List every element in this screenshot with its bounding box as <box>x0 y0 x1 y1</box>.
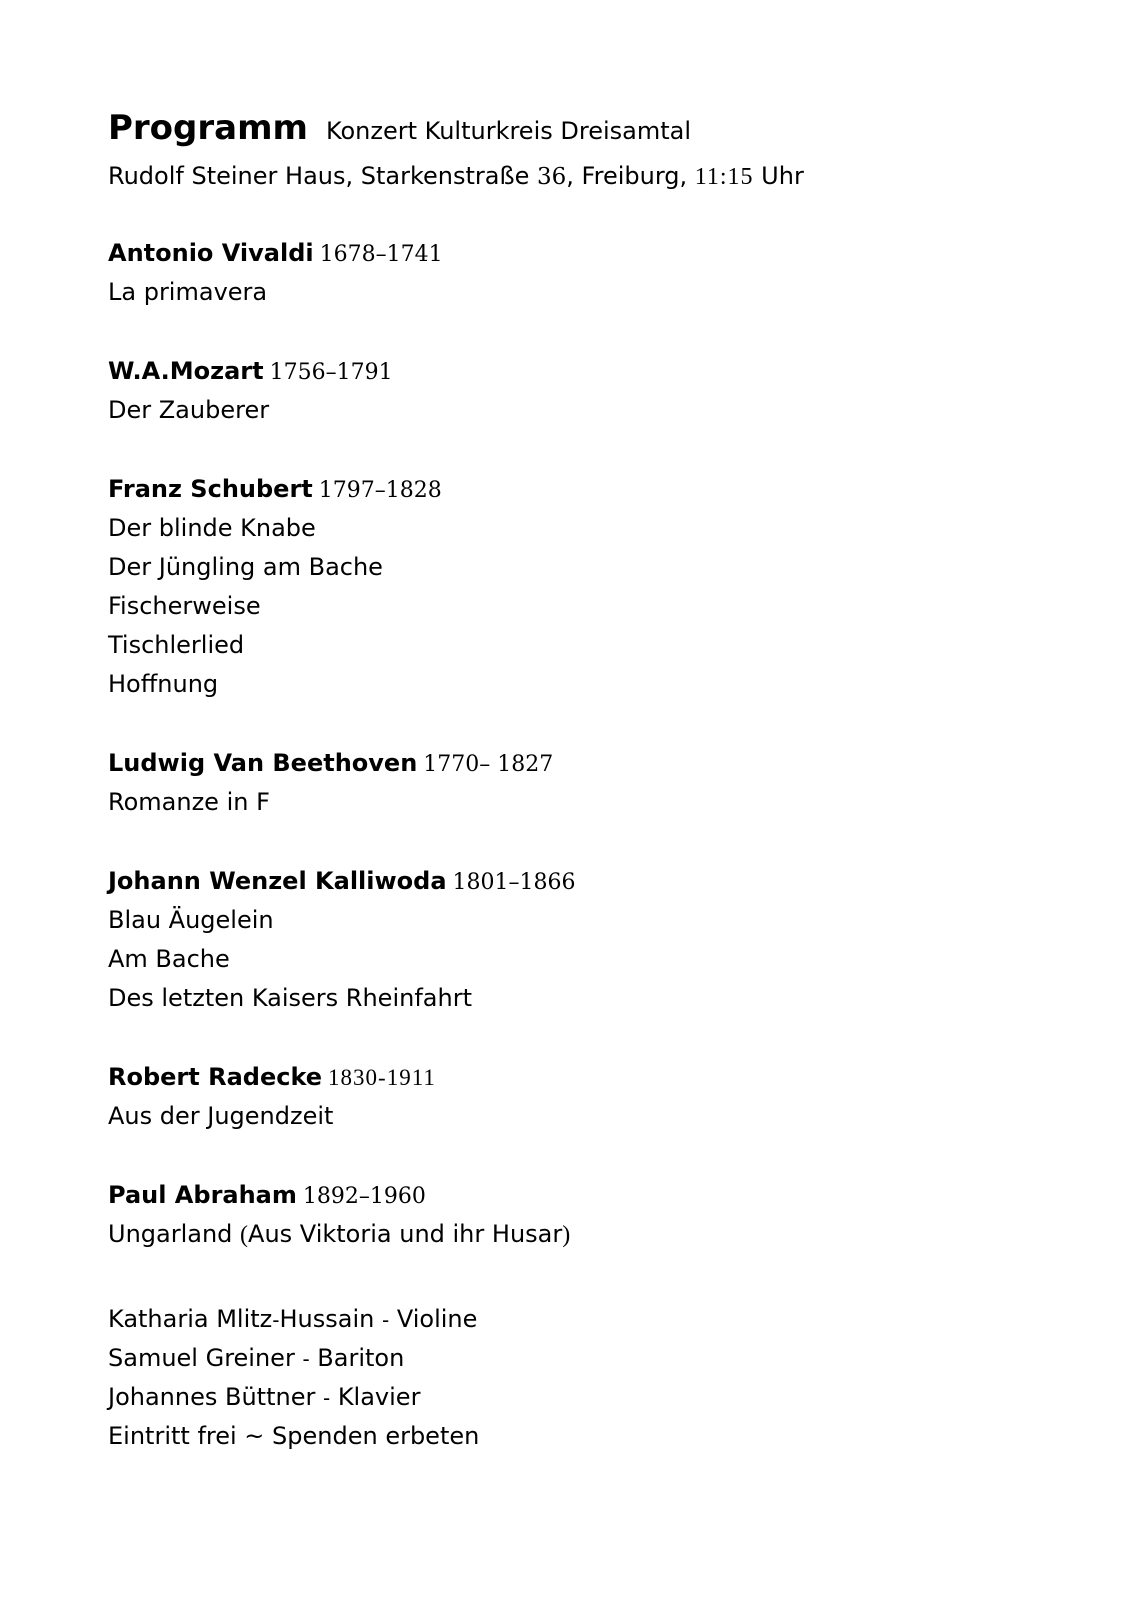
work-title-main: Ungarland <box>108 1220 241 1248</box>
composer-name: W.A.Mozart <box>108 357 264 385</box>
role-dash: - <box>381 1308 390 1332</box>
performer-name: Samuel Greiner <box>108 1344 303 1372</box>
composer-heading <box>108 234 1068 273</box>
composer-heading <box>108 862 1068 901</box>
performer-role: Klavier <box>330 1383 421 1411</box>
work-title-source: Aus Viktoria und ihr Husar <box>248 1220 563 1248</box>
role-dash: - <box>322 1386 331 1410</box>
venue-house-number: 36 <box>537 164 567 190</box>
name-hyphen: - <box>272 1308 280 1332</box>
composer-years: 1830-1911 <box>328 1065 436 1090</box>
composer-list <box>108 234 1068 1254</box>
concert-time: 11:15 <box>694 164 754 190</box>
composer-name: Antonio Vivaldi <box>108 239 314 267</box>
performer-role: Violine <box>389 1305 478 1333</box>
composer-years: 1892–1960 <box>302 1184 426 1209</box>
composer-heading <box>108 352 1068 391</box>
composer-block-radecke <box>108 1058 1068 1136</box>
time-suffix: Uhr <box>753 162 804 190</box>
composer-heading <box>108 744 1068 783</box>
work-title: Der blinde Knabe <box>108 514 316 542</box>
credit-line <box>108 1300 479 1339</box>
composer-years: 1770– 1827 <box>423 752 554 777</box>
venue-line <box>108 156 1068 196</box>
work-title: Am Bache <box>108 945 230 973</box>
composer-name: Franz Schubert <box>108 475 313 503</box>
work-title: Der Zauberer <box>108 396 270 424</box>
composer-heading <box>108 470 1068 509</box>
work-title: Des letzten Kaisers Rheinfahrt <box>108 984 472 1012</box>
page-subtitle: Konzert Kulturkreis Dreisamtal <box>325 117 692 145</box>
composer-name: Ludwig Van Beethoven <box>108 749 418 777</box>
composer-block-beethoven <box>108 744 1068 822</box>
venue-address: Rudolf Steiner Haus, Starkenstraße <box>108 162 537 190</box>
credit-line <box>108 1378 479 1417</box>
performer-name: Katharia Mlitz <box>108 1305 273 1333</box>
composer-block-schubert <box>108 470 1068 704</box>
work-title: Romanze in F <box>108 788 270 816</box>
role-dash: - <box>302 1347 310 1371</box>
composer-name: Paul Abraham <box>108 1181 297 1209</box>
composer-years: 1801–1866 <box>452 870 576 895</box>
performer-credits <box>108 1300 479 1456</box>
composer-block-kalliwoda <box>108 862 1068 1018</box>
open-paren: ( <box>240 1222 249 1248</box>
work-title: Tischlerlied <box>108 631 245 659</box>
venue-city: , Freiburg, <box>566 162 695 190</box>
page-title: Programm <box>108 108 308 148</box>
header <box>108 100 1068 156</box>
program-page <box>108 100 1068 1450</box>
performer-role: Bariton <box>309 1344 405 1372</box>
composer-block-mozart <box>108 352 1068 430</box>
work-title: Fischerweise <box>108 592 261 620</box>
work-title: La primavera <box>108 278 268 306</box>
composer-years: 1678–1741 <box>319 242 443 267</box>
performer-name-part2: Hussain <box>279 1305 382 1333</box>
work-title <box>108 1215 1068 1254</box>
work-title: Hoffnung <box>108 670 219 698</box>
composer-heading <box>108 1176 1068 1215</box>
composer-heading <box>108 1058 1068 1097</box>
composer-years: 1797–1828 <box>318 478 442 503</box>
composer-block-abraham <box>108 1176 1068 1254</box>
performer-name: Johannes Büttner <box>108 1383 323 1411</box>
work-title: Aus der Jugendzeit <box>108 1102 334 1130</box>
work-title: Der Jüngling am Bache <box>108 553 383 581</box>
credit-line <box>108 1339 479 1378</box>
close-paren: ) <box>562 1222 571 1248</box>
composer-years: 1756–1791 <box>269 360 393 385</box>
admission-note: Eintritt frei ~ Spenden erbeten <box>108 1422 480 1450</box>
work-title: Blau Äugelein <box>108 906 274 934</box>
composer-block-vivaldi <box>108 234 1068 312</box>
composer-name: Robert Radecke <box>108 1063 323 1091</box>
composer-name: Johann Wenzel Kalliwoda <box>108 867 447 895</box>
